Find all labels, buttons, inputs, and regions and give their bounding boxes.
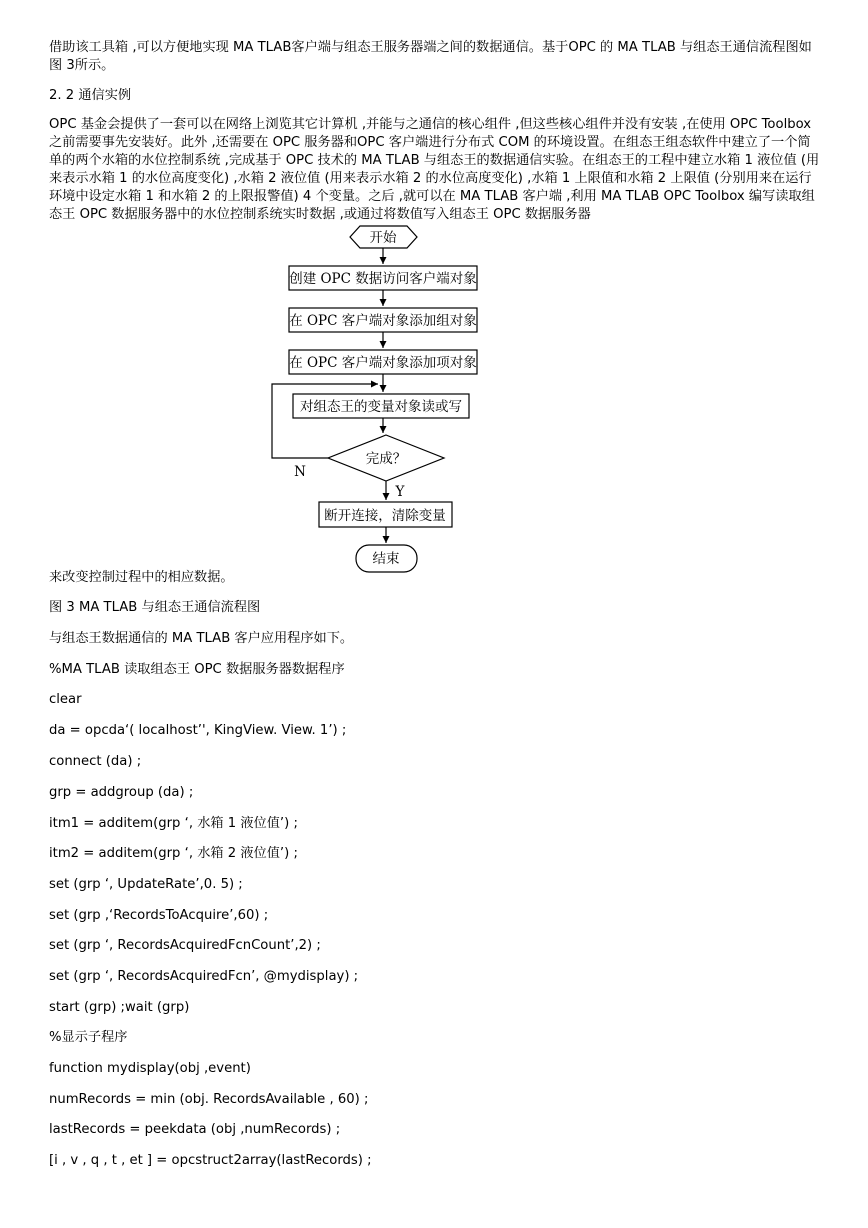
- continuation-text: 来改变控制过程中的相应数据。: [49, 570, 234, 585]
- flow-step3-text: 在 OPC 客户端对象添加项对象: [289, 355, 477, 371]
- flow-step4-text: 对组态王的变量对象读或写: [300, 399, 462, 415]
- section-heading: 2. 2 通信实例: [49, 88, 132, 103]
- figure-caption: 图 3 MA TLAB 与组态王通信流程图: [49, 600, 261, 615]
- step2-box: [289, 308, 477, 332]
- code-line: numRecords = min (obj. RecordsAvailable , 60) ;: [49, 1092, 369, 1107]
- step1-box: [289, 266, 477, 290]
- body-paragraph: OPC 基金会提供了一套可以在网络上浏览其它计算机 ,并能与之通信的核心组件 ,但这些核心组件并没有安装 ,在使用 OPC Toolbox 之前需要事先安装好。此外 ,还需要在 OPC 服务器和OPC 客户端进行分布式 COM 的环境设置。在组态王组态软件中建立了一个简单的两个水箱的水位控制系统 ,完成基于 OPC 技术的 MA TLAB 与组态王的数据通信实验。在组态王的工程中建立水箱 1 液位值 (用来表示水箱 1 的水位高度变化) ,水箱 2 液位值 (用来表示水箱 2 的水位高度变化) ,水箱 1 上限值和水箱 2 上限值 (分别用来在运行环境中设定水箱 1 和水箱 2 的上限报警值) 4 个变量。之后 ,就可以在 MA TLAB 客户端 ,利用 MA TLAB OPC Toolbox 编写读取组态王 OPC 数据服务器中的水位控制系统实时数据 ,或通过将数值写入组态王 OPC 数据服务器: [49, 117, 820, 222]
- flow-no-label: N: [294, 464, 306, 480]
- code-line: start (grp) ;wait (grp): [49, 1000, 190, 1015]
- flow-step2-text: 在 OPC 客户端对象添加组对象: [289, 313, 477, 329]
- flow-step1-text: 创建 OPC 数据访问客户端对象: [289, 271, 477, 287]
- code-line: itm2 = additem(grp ‘, 水箱 2 液位值’) ;: [49, 846, 298, 861]
- code-line: %显示子程序: [49, 1030, 128, 1045]
- decision-diamond: [328, 435, 444, 481]
- step3-box: [289, 350, 477, 374]
- start-terminator: [350, 226, 417, 248]
- code-line: lastRecords = peekdata (obj ,numRecords) ;: [49, 1122, 341, 1137]
- code-intro: 与组态王数据通信的 MA TLAB 客户应用程序如下。: [49, 631, 354, 646]
- flow-start-text: 开始: [369, 230, 397, 246]
- code-line: [i , v , q , t , et ] = opcstruct2array(lastRecords) ;: [49, 1153, 372, 1168]
- flow-decision-text: 完成？: [365, 451, 407, 467]
- flow-end-text: 结束: [372, 551, 400, 567]
- end-terminator: [356, 545, 417, 572]
- code-line: %MA TLAB 读取组态王 OPC 数据服务器数据程序: [49, 662, 345, 677]
- step5-box: [319, 502, 452, 527]
- code-line: set (grp ,‘RecordsToAcquire’,60) ;: [49, 908, 269, 923]
- flow-yes-label: Y: [395, 484, 405, 500]
- code-line: da = opcda‘( localhost’', KingView. View. 1’) ;: [49, 723, 347, 738]
- code-line: clear: [49, 692, 82, 707]
- code-line: set (grp ‘, UpdateRate’,0. 5) ;: [49, 877, 243, 892]
- code-line: set (grp ‘, RecordsAcquiredFcnCount’,2) ;: [49, 938, 321, 953]
- code-line: itm1 = additem(grp ‘, 水箱 1 液位值’) ;: [49, 816, 298, 831]
- flow-step5-text: 断开连接，清除变量: [324, 508, 446, 524]
- code-line: set (grp ‘, RecordsAcquiredFcn’, @mydisplay) ;: [49, 969, 359, 984]
- step4-box: [293, 394, 469, 418]
- code-line: grp = addgroup (da) ;: [49, 785, 194, 800]
- code-line: connect (da) ;: [49, 754, 142, 769]
- intro-paragraph: 借助该工具箱 ,可以方便地实现 MA TLAB客户端与组态王服务器端之间的数据通信。基于OPC 的 MA TLAB 与组态王通信流程图如图 3所示。: [49, 40, 812, 73]
- code-line: function mydisplay(obj ,event): [49, 1061, 251, 1076]
